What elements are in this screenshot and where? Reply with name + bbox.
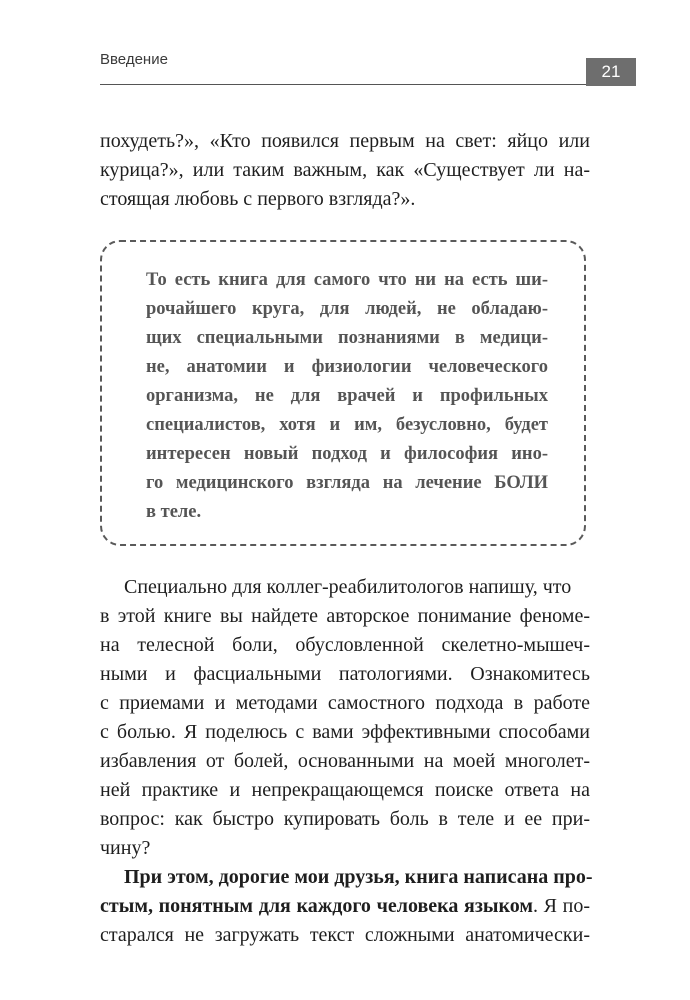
page-number: 21 [586,58,636,86]
bold-phrase: стым, понятным для каждого человека языком [100,895,533,917]
paragraph-line-mixed [100,894,590,918]
paragraph-line: на телесной боли, обусловленной скелетно-мышеч- [100,634,590,656]
intro-line: похудеть?», «Кто появился первым на свет: яйцо или [100,130,590,152]
paragraph-line: При этом, дорогие мои друзья, книга написана про- [124,866,593,888]
callout-line: щих специальными познаниями в медици- [146,328,548,348]
paragraph-line: чину? [100,837,151,859]
paragraph-line: ными и фасциальными патологиями. Ознакомитесь [100,663,590,685]
callout-line: То есть книга для самого что ни на есть ши- [146,270,548,290]
paragraph-line: ней практике и непрекращающемся поиске ответа на [100,779,590,801]
callout-line: специалистов, хотя и им, безусловно, будет [146,415,548,435]
paragraph-line: с приемами и методами самостного подхода в работе [100,692,590,714]
callout-line: в теле. [146,502,202,522]
header-section-title: Введение [100,51,168,68]
paragraph-line: старался не загружать текст сложными анатомически- [100,924,590,946]
regular-phrase: . Я по- [533,895,591,917]
paragraph-line: Специально для коллег-реабилитологов напишу, что [124,576,572,598]
callout-line: интересен новый подход и философия ино- [146,444,548,464]
intro-line: курица?», или таким важным, как «Существует ли на- [100,159,590,181]
header-rule [100,84,636,85]
callout-line: организма, не для врачей и профильных [146,386,548,406]
callout-line: не, анатомии и физиологии человеческого [146,357,548,377]
callout-line: го медицинского взгляда на лечение БОЛИ [146,473,548,493]
paragraph-line: избавления от болей, основанными на моей многолет- [100,750,590,772]
callout-line: рочайшего круга, для людей, не обладаю- [146,299,548,319]
paragraph-line: в этой книге вы найдете авторское понимание феноме- [100,605,590,627]
paragraph-line: вопрос: как быстро купировать боль в теле и ее при- [100,808,590,830]
paragraph-line: с болью. Я поделюсь с вами эффективными способами [100,721,590,743]
intro-line: стоящая любовь с первого взгляда?». [100,188,416,210]
